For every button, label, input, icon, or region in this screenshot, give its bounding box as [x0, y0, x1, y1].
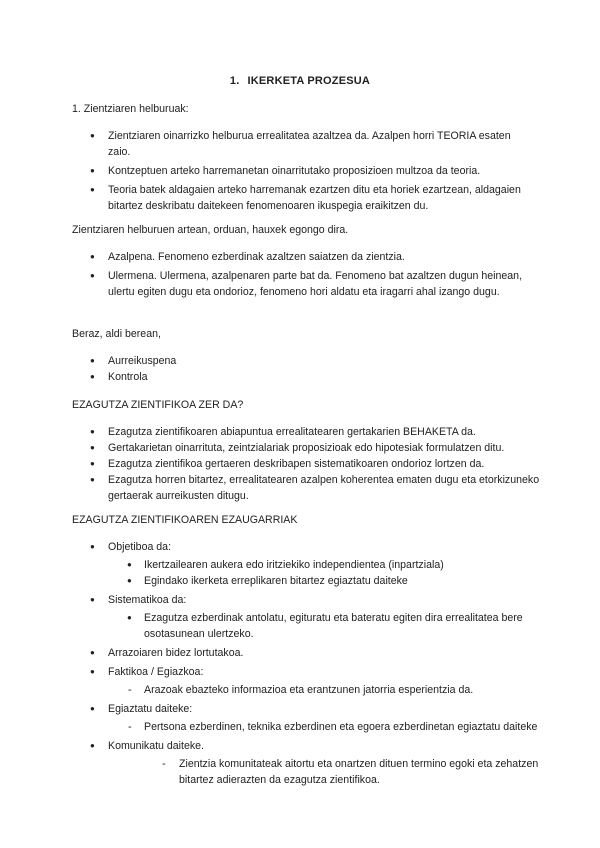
sublist-item: ● Ezagutza ezberdinak antolatu, egituratu eta bateratu egiten dira errealitatea bere osotasunean ulertzeko.: [108, 610, 542, 642]
feature-objective: Objetiboa da:: [108, 541, 172, 553]
feature-verifiable: Egiaztatu daiteke:: [108, 703, 193, 715]
objective-sublist: [108, 557, 542, 589]
knowledge-list: [72, 424, 542, 507]
list-item: ● Ezagutza zientifikoa gertaeren deskribapen sistematikoaren ondorioz lortzen da.: [72, 456, 542, 472]
intro-paragraph: 1. Zientziaren helburuak:: [72, 103, 189, 115]
prediction-list: [72, 353, 532, 388]
goals-list: [72, 128, 532, 217]
sublist-item: - Zientzia komunitateak aitortu eta onartzen dituen termino egoki eta zehatzen bitartez adierazten da ezagutza zientifikoa.: [108, 756, 542, 788]
list-item: ● Gertakarietan oinarrituta, zeintzialariak proposizioak edo hipotesiak formulatzen ditu.: [72, 440, 542, 456]
section-heading-features: EZAGUTZA ZIENTIFIKOAREN EZAUGARRIAK: [72, 514, 298, 526]
features-list: [72, 539, 542, 791]
list-item: [72, 701, 542, 735]
list-item: ● Kontrola: [72, 369, 532, 385]
list-item: [72, 539, 542, 589]
communicable-sublist: [108, 756, 542, 788]
list-item: ● Azalpena. Fenomeno ezberdinak azaltzen saiatzen da zientzia.: [72, 249, 532, 265]
section-heading-what: EZAGUTZA ZIENTIFIKOA ZER DA?: [72, 399, 244, 411]
feature-systematic: Sistematikoa da:: [108, 594, 187, 606]
document-title: [0, 75, 600, 87]
title-number: 1.: [229, 75, 240, 87]
feature-factual: Faktikoa / Egiazkoa:: [108, 666, 204, 678]
objectives-list: [72, 249, 532, 303]
sublist-item: - Pertsona ezberdinen, teknika ezberdinen eta egoera ezberdinetan egiaztatu daiteke: [108, 719, 542, 735]
goals-paragraph: Zientziaren helburuen artean, orduan, hauxek egongo dira.: [72, 224, 349, 236]
list-item: ● Teoria batek aldagaien arteko harremanak ezartzen ditu eta horiek ezartzean, aldagaien bitartez deskribatu daitekeen fenomenoaren ikuspegia eraikitzen du.: [72, 182, 532, 214]
verifiable-sublist: [108, 719, 542, 735]
therefore-paragraph: Beraz, aldi berean,: [72, 328, 161, 340]
sublist-item: ● Ikertzailearen aukera edo iritziekiko independientea (inpartziala): [108, 557, 542, 573]
list-item: ● Arrazoiaren bidez lortutakoa.: [72, 645, 542, 661]
list-item: [72, 592, 542, 642]
list-item: ● Kontzeptuen arteko harremanetan oinarritutako proposizioen multzoa da teoria.: [72, 163, 532, 179]
systematic-sublist: [108, 610, 542, 642]
list-item: ● Ulermena. Ulermena, azalpenaren parte bat da. Fenomeno bat azaltzen dugun heinean, ulertu egiten dugu eta ondorioz, fenomeno hori aldatu eta iragarri ahal izango dugu.: [72, 268, 532, 300]
list-item: ● Aurreikuspena: [72, 353, 532, 369]
feature-communicable: Komunikatu daiteke.: [108, 740, 204, 752]
list-item: ● Zientziaren oinarrizko helburua errealitatea azaltzea da. Azalpen horri TEORIA esaten zaio.: [72, 128, 532, 160]
list-item: [72, 664, 542, 698]
factual-sublist: [108, 682, 542, 698]
sublist-item: ● Egindako ikerketa erreplikaren bitartez egiaztatu daiteke: [108, 573, 542, 589]
title-text: IKERKETA PROZESUA: [247, 75, 371, 87]
sublist-item: - Arazoak ebazteko informazioa eta erantzunen jatorria esperientzia da.: [108, 682, 542, 698]
list-item: ● Ezagutza zientifikoaren abiapuntua errealitatearen gertakarien BEHAKETA da.: [72, 424, 542, 440]
list-item: [72, 738, 542, 788]
list-item: ● Ezagutza horren bitartez, errealitatearen azalpen koherentea ematen dugu eta etorkizuneko gertaerak aurreikusten ditugu.: [72, 472, 542, 504]
